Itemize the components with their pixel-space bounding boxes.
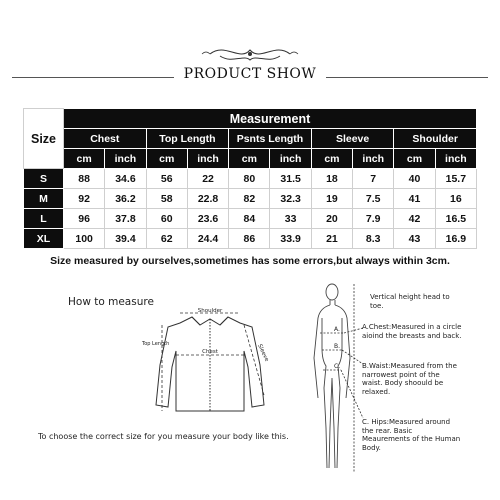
value-cell: 16.5 — [435, 209, 476, 229]
figure-mark-a: A. — [334, 326, 340, 333]
body-figure-diagram — [308, 278, 370, 478]
value-cell: 82 — [229, 189, 270, 209]
shirt-diagram — [140, 305, 280, 420]
value-cell: 36.2 — [105, 189, 146, 209]
value-cell: 33.9 — [270, 229, 311, 249]
size-cell: S — [24, 169, 64, 189]
value-cell: 34.6 — [105, 169, 146, 189]
figure-mark-b: B. — [334, 343, 341, 350]
hips-note: C. Hips:Measured around the rear. Basic Meaurements of the Human Body. — [362, 418, 461, 452]
value-cell: 21 — [311, 229, 352, 249]
table-row — [24, 229, 477, 249]
unit-header: cm — [64, 149, 105, 169]
value-cell: 15.7 — [435, 169, 476, 189]
value-cell: 60 — [146, 209, 187, 229]
height-note: Vertical height head to toe. — [370, 293, 450, 310]
value-cell: 62 — [146, 229, 187, 249]
value-cell: 41 — [394, 189, 435, 209]
size-cell: M — [24, 189, 64, 209]
value-cell: 100 — [64, 229, 105, 249]
unit-header: inch — [105, 149, 146, 169]
table-row — [24, 169, 477, 189]
unit-header: inch — [353, 149, 394, 169]
value-cell: 40 — [394, 169, 435, 189]
shirt-chest-label: Chest — [202, 349, 218, 355]
chest-note: A.Chest:Measured in a circle aioind the breasts and back. — [362, 323, 462, 340]
unit-header: cm — [394, 149, 435, 169]
page-title: PRODUCT SHOW — [183, 66, 317, 82]
value-cell: 8.3 — [353, 229, 394, 249]
size-chart-table — [23, 108, 477, 273]
value-cell: 42 — [394, 209, 435, 229]
unit-header: inch — [270, 149, 311, 169]
value-cell: 39.4 — [105, 229, 146, 249]
group-header: Chest — [64, 129, 147, 149]
value-cell: 20 — [311, 209, 352, 229]
shirt-sleeve-label: Sleeve — [256, 343, 270, 363]
value-cell: 19 — [311, 189, 352, 209]
value-cell: 96 — [64, 209, 105, 229]
value-cell: 92 — [64, 189, 105, 209]
measurement-header: Measurement — [64, 109, 477, 129]
value-cell: 88 — [64, 169, 105, 189]
group-header: Shoulder — [394, 129, 477, 149]
unit-header: cm — [311, 149, 352, 169]
value-cell: 31.5 — [270, 169, 311, 189]
size-cell: XL — [24, 229, 64, 249]
size-header: Size — [24, 109, 64, 169]
unit-header: cm — [229, 149, 270, 169]
value-cell: 86 — [229, 229, 270, 249]
group-header: Psnts Length — [229, 129, 312, 149]
value-cell: 22 — [187, 169, 228, 189]
value-cell: 80 — [229, 169, 270, 189]
how-to-measure-caption: To choose the correct size for you measure your body like this. — [38, 432, 289, 441]
value-cell: 24.4 — [187, 229, 228, 249]
table-row — [24, 189, 477, 209]
shirt-shoulder-label: Shoulder — [197, 308, 223, 314]
value-cell: 22.8 — [187, 189, 228, 209]
waist-note: B.Waist:Measured from the narrowest point of the waist. Body shoould be relaxed. — [362, 362, 457, 396]
value-cell: 16 — [435, 189, 476, 209]
value-cell: 43 — [394, 229, 435, 249]
size-note: Size measured by ourselves,sometimes has some errors,but always within 3cm. — [24, 249, 477, 273]
unit-header: cm — [146, 149, 187, 169]
value-cell: 16.9 — [435, 229, 476, 249]
value-cell: 37.8 — [105, 209, 146, 229]
value-cell: 18 — [311, 169, 352, 189]
value-cell: 84 — [229, 209, 270, 229]
title-rule-right — [326, 77, 488, 78]
how-to-measure-title: How to measure — [68, 296, 154, 308]
value-cell: 23.6 — [187, 209, 228, 229]
figure-mark-c: C. — [334, 363, 341, 370]
value-cell: 32.3 — [270, 189, 311, 209]
value-cell: 33 — [270, 209, 311, 229]
title-rule-left — [12, 77, 174, 78]
size-cell: L — [24, 209, 64, 229]
group-header: Sleeve — [311, 129, 394, 149]
value-cell: 7.5 — [353, 189, 394, 209]
value-cell: 7.9 — [353, 209, 394, 229]
value-cell: 58 — [146, 189, 187, 209]
shirt-top-length-label: Top Length — [142, 341, 170, 347]
unit-header: inch — [435, 149, 476, 169]
value-cell: 7 — [353, 169, 394, 189]
unit-header: inch — [187, 149, 228, 169]
table-row — [24, 209, 477, 229]
value-cell: 56 — [146, 169, 187, 189]
group-header: Top Length — [146, 129, 229, 149]
